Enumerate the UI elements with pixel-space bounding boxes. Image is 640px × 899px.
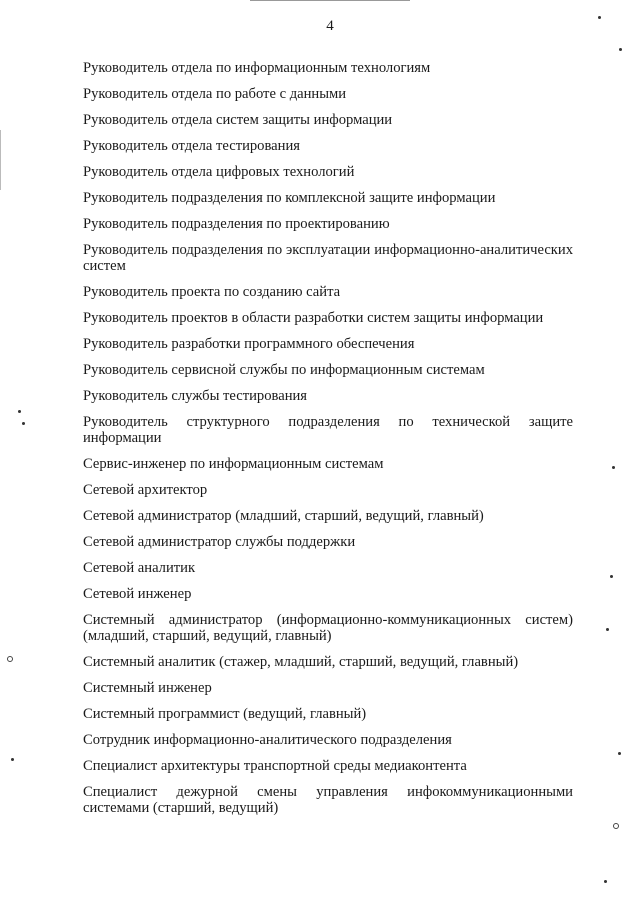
list-item: Руководитель сервисной службы по информационным системам	[83, 362, 485, 378]
scan-speck	[613, 823, 619, 829]
list-item: Специалист дежурной смены управления инфокоммуникационными системами (старший, ведущий)	[83, 784, 573, 816]
list-item: Сетевой архитектор	[83, 482, 208, 498]
page-number: 4	[326, 18, 334, 34]
list-item: Руководитель проекта по созданию сайта	[83, 284, 341, 300]
scan-speck	[22, 422, 25, 425]
scan-edge-mark	[0, 130, 1, 190]
scan-speck	[598, 16, 601, 19]
list-item: Руководитель отдела тестирования	[83, 138, 300, 154]
scan-top-edge	[250, 0, 410, 1]
list-item: Руководитель отдела по информационным технологиям	[83, 60, 431, 76]
scan-speck	[606, 628, 609, 631]
list-item: Руководитель отдела систем защиты информации	[83, 112, 393, 128]
list-item: Системный администратор (информационно-коммуникационных систем) (младший, старший, ведущий, главный)	[83, 612, 573, 644]
positions-list	[83, 60, 573, 826]
list-item: Руководитель подразделения по проектированию	[83, 216, 390, 232]
list-item: Сетевой аналитик	[83, 560, 196, 576]
scan-speck	[7, 656, 13, 662]
list-item: Руководитель подразделения по комплексной защите информации	[83, 190, 496, 206]
scan-speck	[604, 880, 607, 883]
list-item: Сервис-инженер по информационным системам	[83, 456, 384, 472]
scan-speck	[612, 466, 615, 469]
list-item: Сетевой администратор службы поддержки	[83, 534, 356, 550]
list-item: Сетевой инженер	[83, 586, 192, 602]
list-item: Специалист архитектуры транспортной среды медиаконтента	[83, 758, 467, 774]
list-item: Руководитель отдела цифровых технологий	[83, 164, 355, 180]
list-item: Системный инженер	[83, 680, 212, 696]
list-item: Сотрудник информационно-аналитического подразделения	[83, 732, 452, 748]
list-item: Руководитель проектов в области разработки систем защиты информации	[83, 310, 544, 326]
list-item: Сетевой администратор (младший, старший, ведущий, главный)	[83, 508, 484, 524]
list-item: Руководитель службы тестирования	[83, 388, 308, 404]
list-item: Руководитель структурного подразделения по технической защите информации	[83, 414, 573, 446]
list-item: Руководитель подразделения по эксплуатации информационно-аналитических систем	[83, 242, 573, 274]
scan-speck	[619, 48, 622, 51]
scan-speck	[18, 410, 21, 413]
list-item: Руководитель разработки программного обеспечения	[83, 336, 415, 352]
list-item: Системный аналитик (стажер, младший, старший, ведущий, главный)	[83, 654, 519, 670]
scan-speck	[618, 752, 621, 755]
list-item: Руководитель отдела по работе с данными	[83, 86, 347, 102]
scan-speck	[11, 758, 14, 761]
scan-speck	[610, 575, 613, 578]
list-item: Системный программист (ведущий, главный)	[83, 706, 367, 722]
